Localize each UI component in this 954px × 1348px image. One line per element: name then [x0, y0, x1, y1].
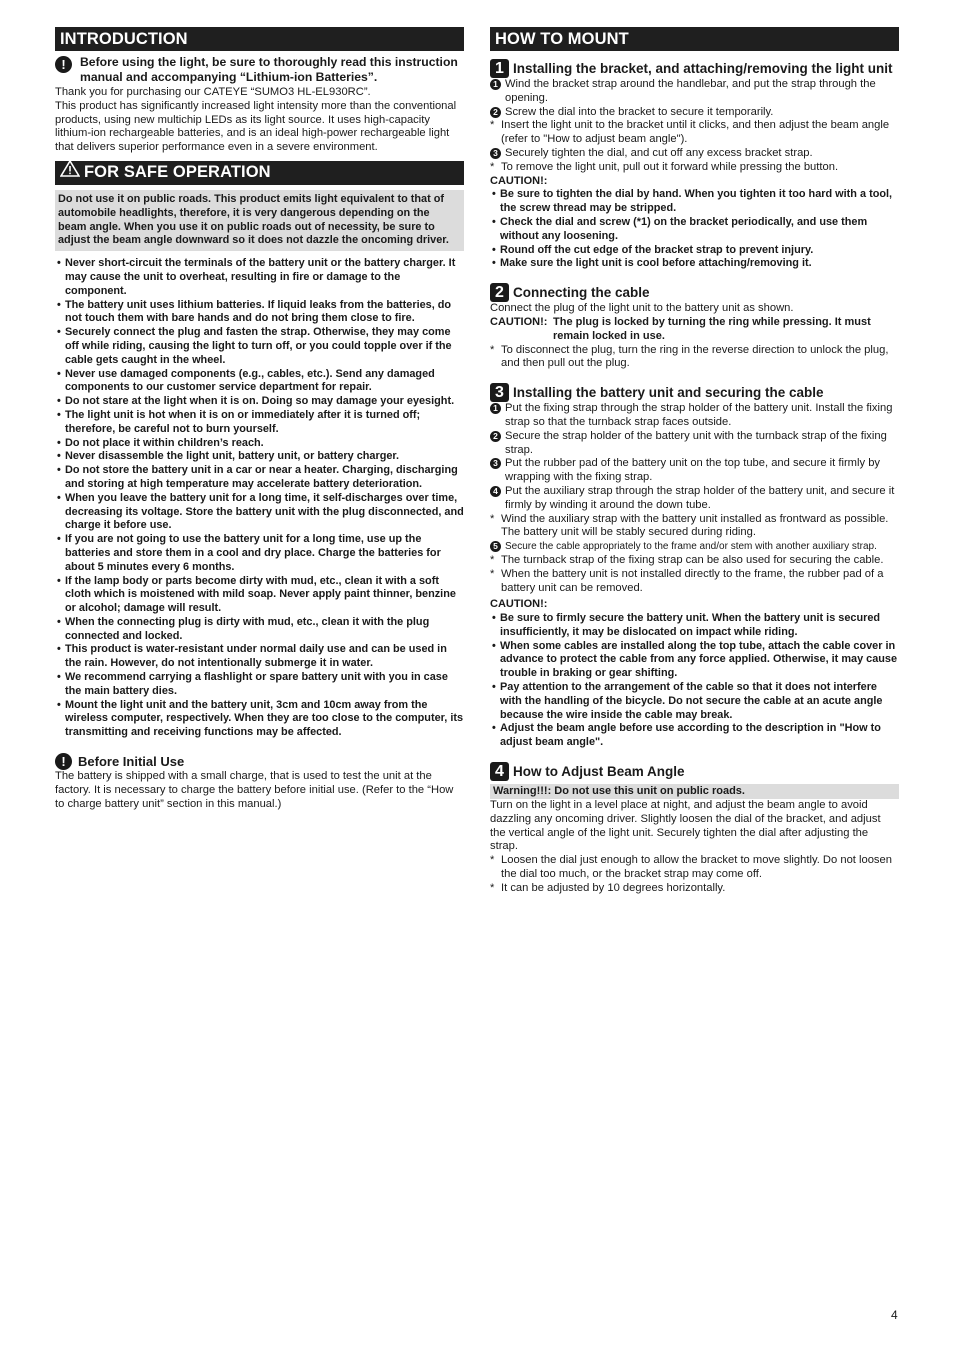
list-item: • Adjust the beam angle before use according to the description in "How to adjust beam angle".: [492, 722, 881, 749]
before-initial-use-title: Before Initial Use: [78, 753, 185, 769]
list-item: • Never use damaged components (e.g., cables, etc.). Send any damaged components to our customer service department for repair.: [57, 367, 435, 394]
step-2-text: Connect the plug of the light unit to the battery unit as shown.: [490, 302, 794, 315]
step-2-note: * To disconnect the plug, turn the ring in the reverse direction to unlock the plug, and then pull out the plug.: [490, 343, 889, 370]
list-item: • Check the dial and screw (*1) on the bracket periodically, and use them without any loosening.: [492, 215, 868, 242]
list-item: • Mount the light unit and the battery unit, 3cm and 10cm away from the wireless computer, respectively. When they are too close to the computer, its transmitting and receiving functions may be affected.: [57, 698, 464, 739]
list-item: • Never disassemble the light unit, battery unit, or battery charger.: [57, 450, 400, 463]
list-item: • If you are not going to use the battery unit for a long time, use up the batteries and store them in a cool and dry place. Charge the batteries for about 5 minutes every 6 months.: [57, 533, 441, 573]
list-item: • Never short-circuit the terminals of the battery unit or the battery charger. It may cause the unit to overheat, resulting in fire or damage to the component.: [57, 257, 456, 297]
introduction-notice-text: Before using the light, be sure to thoroughly read this instruction manual and accompanying “Lithium-ion Batteries”.: [80, 55, 458, 84]
step-2-caution-text: The plug is locked by turning the ring while pressing. It must remain locked in use.: [553, 315, 871, 342]
before-initial-use-text: The battery is shipped with a small charge, that is used to test the unit at the factory. It is necessary to charge the battery before initial use. (Refer to the “How to charge battery unit” section in this manual.): [55, 770, 454, 810]
list-item: • When you leave the battery unit for a long time, it self-discharges over time, decreasing its voltage. Store the battery unit with the plug disconnected, and charge it before use.: [57, 491, 464, 532]
list-item: • Be sure to tighten the dial by hand. When you tighten it too hard with a tool, the screw thread may be stripped.: [492, 188, 893, 215]
step-3-item-3: 3 Put the rubber pad of the battery unit on the top tube, and secure it firmly by wrapping with the fixing strap.: [490, 457, 899, 485]
step-number-badge: 1: [490, 59, 509, 78]
list-item: • Be sure to firmly secure the battery unit. When the battery unit is secured insufficiently, it may be dislocated on impact while riding.: [492, 612, 881, 638]
list-item: • Do not place it within children’s reach.: [57, 436, 264, 449]
list-item: • We recommend carrying a flashlight or spare battery unit with you in case the main battery dies.: [57, 671, 448, 697]
before-initial-use-heading: [55, 752, 464, 770]
step-4-title: How to Adjust Beam Angle: [513, 763, 685, 779]
step-1-title: Installing the bracket, and attaching/removing the light unit: [513, 60, 893, 76]
list-item: • If the lamp body or parts become dirty with mud, etc., clean it with a soft cloth which is moistened with mild soap. Never apply paint thinner, benzine or alcohol; damage will result.: [57, 574, 456, 615]
exclamation-icon: !: [55, 56, 72, 73]
list-item: • When the connecting plug is dirty with mud, etc., clean it with the plug connected and locked.: [57, 615, 430, 642]
step-1-item-1: 1 Wind the bracket strap around the handlebar, and put the strap through the opening.: [490, 78, 899, 106]
step-4-warning: Warning!!!: Do not use this unit on public roads.: [490, 784, 899, 799]
list-item: • Do not store the battery unit in a car or near a heater. Charging, discharging and storing at high temperature may accelerate battery deterioration.: [57, 464, 458, 490]
step-4-note-2: * It can be adjusted by 10 degrees horizontally.: [490, 881, 726, 894]
step-4-heading: [490, 762, 899, 781]
step-1-caution-label: CAUTION!:: [490, 174, 548, 187]
step-3-note-2: * The turnback strap of the fixing strap can be also used for securing the cable.: [490, 553, 884, 566]
step-3-note-1: * Wind the auxiliary strap with the battery unit installed as frontward as possible. The battery unit will be stably secured during riding.: [490, 512, 889, 539]
step-number-badge: 4: [490, 762, 509, 781]
exclamation-icon: !: [55, 753, 72, 770]
step-1-caution-list: [490, 188, 899, 271]
step-3-item-2: 2 Secure the strap holder of the battery unit with the turnback strap of the fixing strap.: [490, 430, 899, 458]
introduction-notice: [55, 55, 464, 84]
safe-operation-heading: [55, 161, 464, 185]
introduction-body: This product has significantly increased light intensity more than the conventional products, using new multichip LEDs as its light source. It uses high-capacity lithium-ion rechargeable batteries, and is an ideal high-power rechargeable light that delivers superior performance even in a severe environment.: [55, 99, 457, 154]
step-2-title: Connecting the cable: [513, 284, 650, 300]
safety-bullet-list: [55, 257, 464, 740]
introduction-thanks: Thank you for purchasing our CATEYE “SUMO3 HL-EL930RC”.: [55, 86, 371, 98]
list-item: • This product is water-resistant under normal daily use and can be used in the rain. However, do not intentionally submerge it in water.: [57, 643, 447, 670]
list-item: • Round off the cut edge of the bracket strap to prevent injury.: [492, 243, 814, 256]
step-3-caution-list: [490, 612, 899, 750]
step-1-item-3: 3 Securely tighten the dial, and cut off any excess bracket strap.: [490, 147, 899, 161]
list-item: • Pay attention to the arrangement of the cable so that it does not interfere with the handling of the bicycle. Do not secure the cable at an acute angle because the wire inside the cable may break.: [492, 681, 883, 721]
list-item: • The battery unit uses lithium batteries. If liquid leaks from the batteries, do not touch them with bare hands and do not bring them close to fire.: [57, 298, 452, 325]
step-number-badge: 2: [490, 283, 509, 302]
step-3-item-4: 4 Put the auxiliary strap through the strap holder of the battery unit, and secure it firmly by winding it around the down tube.: [490, 485, 899, 513]
list-item: • Make sure the light unit is cool before attaching/removing it.: [492, 257, 812, 270]
step-3-title: Installing the battery unit and securing the cable: [513, 384, 824, 400]
step-number-badge: 3: [490, 383, 509, 402]
list-item: • When some cables are installed along the top tube, attach the cable cover in advance to protect the cable from any force applied. Otherwise, it may cause trouble in braking or gear shifting.: [492, 639, 898, 680]
introduction-heading: [55, 27, 464, 51]
warning-triangle-icon: [60, 160, 80, 185]
step-2-caution-label: CAUTION!:: [490, 315, 548, 328]
step-2-heading: [490, 283, 899, 302]
step-2-caution: [490, 316, 899, 344]
how-to-mount-heading-text: HOW TO MOUNT: [495, 29, 629, 48]
introduction-heading-text: INTRODUCTION: [60, 29, 188, 48]
right-column: [490, 27, 899, 896]
step-3-heading: [490, 383, 899, 402]
step-3-caution-label: CAUTION!:: [490, 598, 548, 611]
step-3-item-5: 5 Secure the cable appropriately to the frame and/or stem with another auxiliary strap.: [490, 540, 899, 554]
list-item: • Securely connect the plug and fasten the strap. Otherwise, they may come off while riding, causing the light to turn off, or you could topple over if the cable gets caught in the wheel.: [57, 326, 452, 366]
step-1-item-2: 2 Screw the dial into the bracket to secure it temporarily.: [490, 106, 899, 120]
public-roads-warning: Do not use it on public roads. This product emits light equivalent to that of automobile headlights, therefore, it is very dangerous depending on the beam angle. When you use it on public roads out of necessity, be sure to adjust the beam angle downward so it does not dazzle the oncoming driver.: [55, 190, 464, 251]
safe-operation-heading-text: FOR SAFE OPERATION: [84, 163, 271, 182]
step-3-item-1: 1 Put the fixing strap through the strap holder of the battery unit. Install the fixing strap so that the turnback strap faces outside.: [490, 402, 899, 430]
step-1-note-2: * To remove the light unit, pull out it forward while pressing the button.: [490, 160, 839, 173]
step-1-heading: [490, 59, 899, 78]
step-3-note-3: * When the battery unit is not installed directly to the frame, the rubber pad of a battery unit can be removed.: [490, 567, 884, 594]
step-4-text: Turn on the light in a level place at night, and adjust the beam angle to avoid dazzling any oncoming driver. Slightly loosen the dial of the bracket, and adjust the vertical angle of the light unit. Securely tighten the dial after adjusting the strap.: [490, 799, 881, 853]
list-item: • The light unit is hot when it is on or immediately after it is turned off; therefore, be careful not to burn yourself.: [57, 408, 421, 435]
how-to-mount-heading: [490, 27, 899, 51]
step-1-note-1: * Insert the light unit to the bracket until it clicks, and then adjust the beam angle (refer to "How to adjust beam angle").: [490, 119, 890, 146]
list-item: • Do not stare at the light when it is on. Doing so may damage your eyesight.: [57, 395, 455, 408]
page-number: 4: [891, 1308, 898, 1322]
step-4-note-1: * Loosen the dial just enough to allow the bracket to move slightly. Do not loosen the dial too much, or the bracket strap may come off.: [490, 854, 892, 881]
left-column: [55, 27, 464, 811]
